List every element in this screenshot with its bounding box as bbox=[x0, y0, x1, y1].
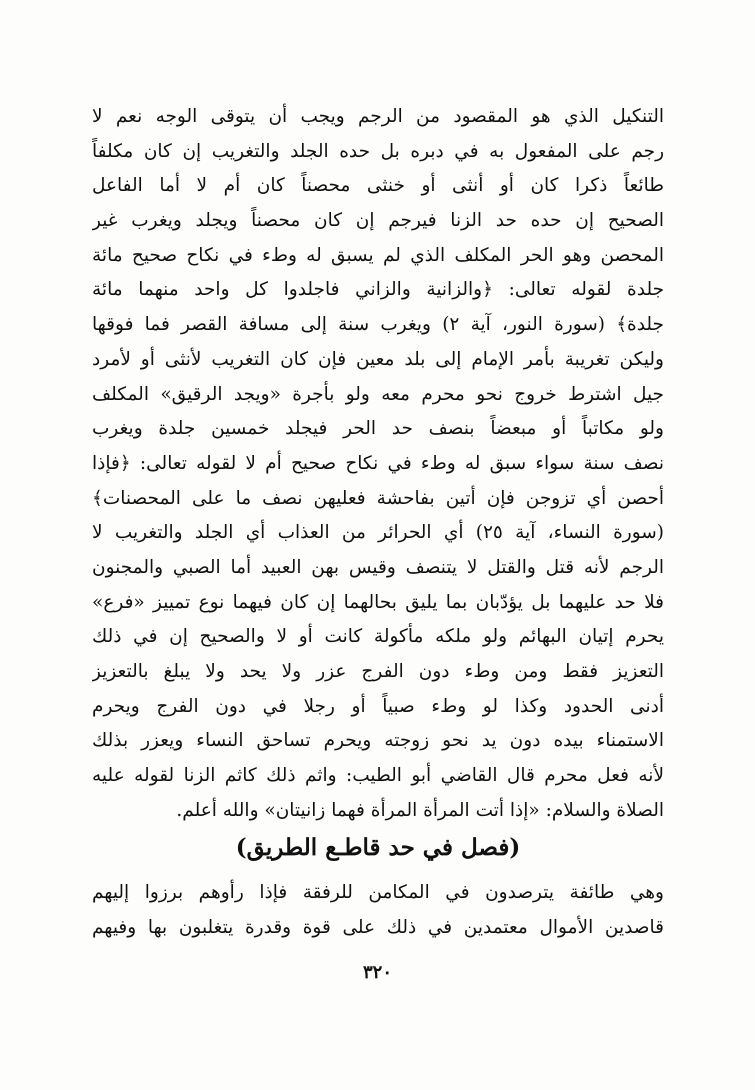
text-line: وهي طائفة يترصدون في المكامن للرفقة فإذا رأوهم برزوا إليهم bbox=[92, 882, 664, 903]
text-line: أدنى الحدود وكذا لو وطء صبياً أو رجلا في دون الفرج ويحرم bbox=[92, 695, 664, 717]
text-line: طائعاً ذكرا كان أو أنثى أو خنثى محصناً كان أم لا أما الفاعل bbox=[92, 175, 664, 197]
text-line: جلدة لقوله تعالى: ﴿والزانية والزاني فاجلدوا كل واحد منهما مائة bbox=[92, 279, 664, 301]
body-paragraph bbox=[92, 100, 664, 828]
text-line: يحرم إتيان البهائم ولو ملكه مأكولة كانت أو لا والصحيح إن في ذلك bbox=[92, 626, 664, 648]
page-number: ٣٢٠ bbox=[362, 962, 392, 983]
body-paragraph bbox=[92, 876, 664, 945]
text-line: قاصدين الأموال معتمدين في ذلك على قوة وقدرة يتغلبون بها وفيهم bbox=[92, 916, 664, 938]
text-line: وليكن تغريبة بأمر الإمام إلى بلد معين فإن كان التغريب لأنثى أو لأمرد bbox=[92, 348, 664, 370]
text-line: المحصن وهو الحر المكلف الذي لم يسبق له وطء في نكاح صحيح مائة bbox=[92, 244, 664, 266]
text-line: الصحيح إن حده حد الزنا فيرجم إن كان محصناً ويجلد ويغرب غير bbox=[92, 210, 664, 232]
text-line: نصف سنة سواء سبق له وطء في نكاح صحيح أم لا لقوله تعالى: ﴿فإذا bbox=[92, 452, 664, 474]
text-line: (سورة النساء، آية ٢٥) أي الحرائر من العذاب أي الجلد والتغريب لا bbox=[92, 522, 664, 544]
text-line: جلدة﴾ (سورة النور، آية ٢) ويغرب سنة إلى مسافة القصر فما فوقها bbox=[92, 314, 664, 336]
section-heading: (فصل في حد قاطـع الطريق) bbox=[235, 834, 521, 861]
text-line: فلا حد عليهما بل يؤدّبان بما يليق بحالهما إن كان فيهما نوع تمييز «فرع» bbox=[92, 591, 664, 613]
text-line: الصلاة والسلام: «إذا أتت المرأة المرأة فهما زانيتان» والله أعلم. bbox=[176, 799, 664, 821]
text-line: الاستمناء بيده دون يد نحو زوجته ويحرم تساحق النساء ويعزر بذلك bbox=[92, 730, 664, 752]
text-line: الرجم لأنه قتل والقتل لا يتنصف وقيس بهن العبيد أما الصبي والمجنون bbox=[92, 556, 664, 578]
text-line: التعزيز فقط ومن وطء دون الفرج عزر ولا يحد ولا يبلغ بالتعزيز bbox=[92, 661, 664, 682]
text-line: ولو مكاتباً أو مبعضاً بنصف حد الحر فيجلد خمسين جلدة ويغرب bbox=[92, 418, 664, 440]
text-line: رجم على المفعول به في دبره بل حده الجلد والتغريب إن كان مكلفاً bbox=[92, 140, 664, 162]
text-line: لأنه فعل محرم قال القاضي أبو الطيب: واثم ذلك كاثم الزنا لقوله عليه bbox=[92, 765, 664, 787]
text-line: التنكيل الذي هو المقصود من الرجم ويجب أن يتوقى الوجه نعم لا bbox=[92, 106, 664, 127]
text-line: جيل اشترط خروج نحو محرم معه ولو بأجرة «ويجد الرقيق» المكلف bbox=[92, 383, 664, 405]
text-line: أحصن أي تزوجن فإن أتين بفاحشة فعليهن نصف ما على المحصنات﴾ bbox=[92, 487, 664, 509]
